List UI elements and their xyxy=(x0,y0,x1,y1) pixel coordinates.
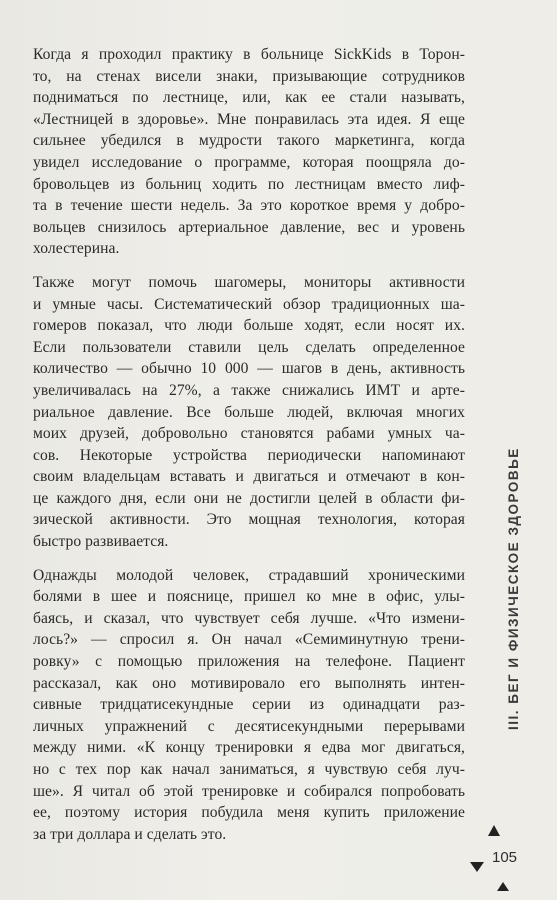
text-line: быстро развивается. xyxy=(33,533,169,551)
text-line: болями в шее и пояснице, пришел ко мне в офис, улы- xyxy=(33,588,465,606)
text-line: то, на стенах висели знаки, призывающие сотрудников xyxy=(33,67,465,85)
text-line: вольцев снизилось артериальное давление, вес и уровень xyxy=(33,218,465,236)
text-line: зической активности. Это мощная технология, которая xyxy=(33,511,465,529)
text-line: личных упражнений с десятисекундными перерывами xyxy=(33,717,465,735)
text-line: холестерина. xyxy=(33,240,120,258)
triangle-marker-icon xyxy=(470,862,484,872)
text-line: Однажды молодой человек, страдавший хроническими xyxy=(33,566,465,584)
text-line: Когда я проходил практику в больнице SickKids в Торон- xyxy=(33,46,465,63)
text-line: та в течение шести недель. За это короткое время у добро- xyxy=(33,197,465,215)
text-line: Если пользователи ставили цель сделать определенное xyxy=(33,338,465,356)
paragraph xyxy=(33,44,465,260)
text-line: рассказал, как оно мотивировало его выполнять интен- xyxy=(33,674,465,692)
text-line: количество — обычно 10 000 — шагов в день, активность xyxy=(33,360,465,378)
text-line: но с тех пор как начал заниматься, я чувствую себя луч- xyxy=(33,761,465,778)
text-line: подниматься по лестнице, или, как ее стали называть, xyxy=(33,89,465,107)
text-line: сильнее убедился в мудрости такого маркетинга, когда xyxy=(33,132,465,150)
text-line: сивные тридцатисекундные серии из одинадцати раз- xyxy=(33,696,465,714)
text-line: ровку» с помощью приложения на телефоне. Пациент xyxy=(33,653,465,671)
paragraph xyxy=(33,272,465,553)
text-line: увеличивалась на 27%, а также снижались ИМТ и арте- xyxy=(33,381,465,399)
text-line: це каждого дня, если они не достигли целей в области фи- xyxy=(33,489,465,507)
text-line: бровольцев из больниц ходить по лестницам вместо лиф- xyxy=(33,175,465,193)
text-line: Также могут помочь шагомеры, мониторы активности xyxy=(33,273,465,291)
text-line: сов. Некоторые устройства периодически напоминают xyxy=(33,446,465,464)
text-line: за три доллара и сделать это. xyxy=(33,825,227,843)
text-line: увидел исследование о программе, которая поощряла до- xyxy=(33,153,465,171)
body-text xyxy=(33,44,465,857)
text-line: и умные часы. Систематический обзор традиционных ша- xyxy=(33,295,465,313)
text-line: риальное давление. Все больше людей, включая многих xyxy=(33,403,465,421)
text-line: своим владельцам вставать и двигаться и отмечают в кон- xyxy=(33,468,465,486)
text-line: между ними. «К концу тренировки я едва мог двигаться, xyxy=(33,739,465,757)
triangle-marker-icon xyxy=(497,882,509,891)
text-line: моих друзей, добровольно становятся рабами умных ча- xyxy=(33,425,465,443)
paragraph xyxy=(33,565,465,846)
text-line: «Лестницей в здоровье». Мне понравилась эта идея. Я еще xyxy=(33,110,465,128)
page-number: 105 xyxy=(492,849,518,866)
text-line: баясь, и сказал, что чувствует себя лучше. «Что измени- xyxy=(33,609,465,627)
text-line: ше». Я читал об этой тренировке и собирался попробовать xyxy=(33,782,465,800)
chapter-side-title: III. БЕГ И ФИЗИЧЕСКОЕ ЗДОРОВЬЕ xyxy=(506,447,521,730)
text-line: гомеров показал, что люди больше ходят, если носят их. xyxy=(33,317,465,335)
triangle-marker-icon xyxy=(488,825,500,836)
text-line: ее, поэтому история побудила меня купить приложение xyxy=(33,804,465,822)
text-line: лось?» — спросил я. Он начал «Семиминутную трени- xyxy=(33,631,465,649)
